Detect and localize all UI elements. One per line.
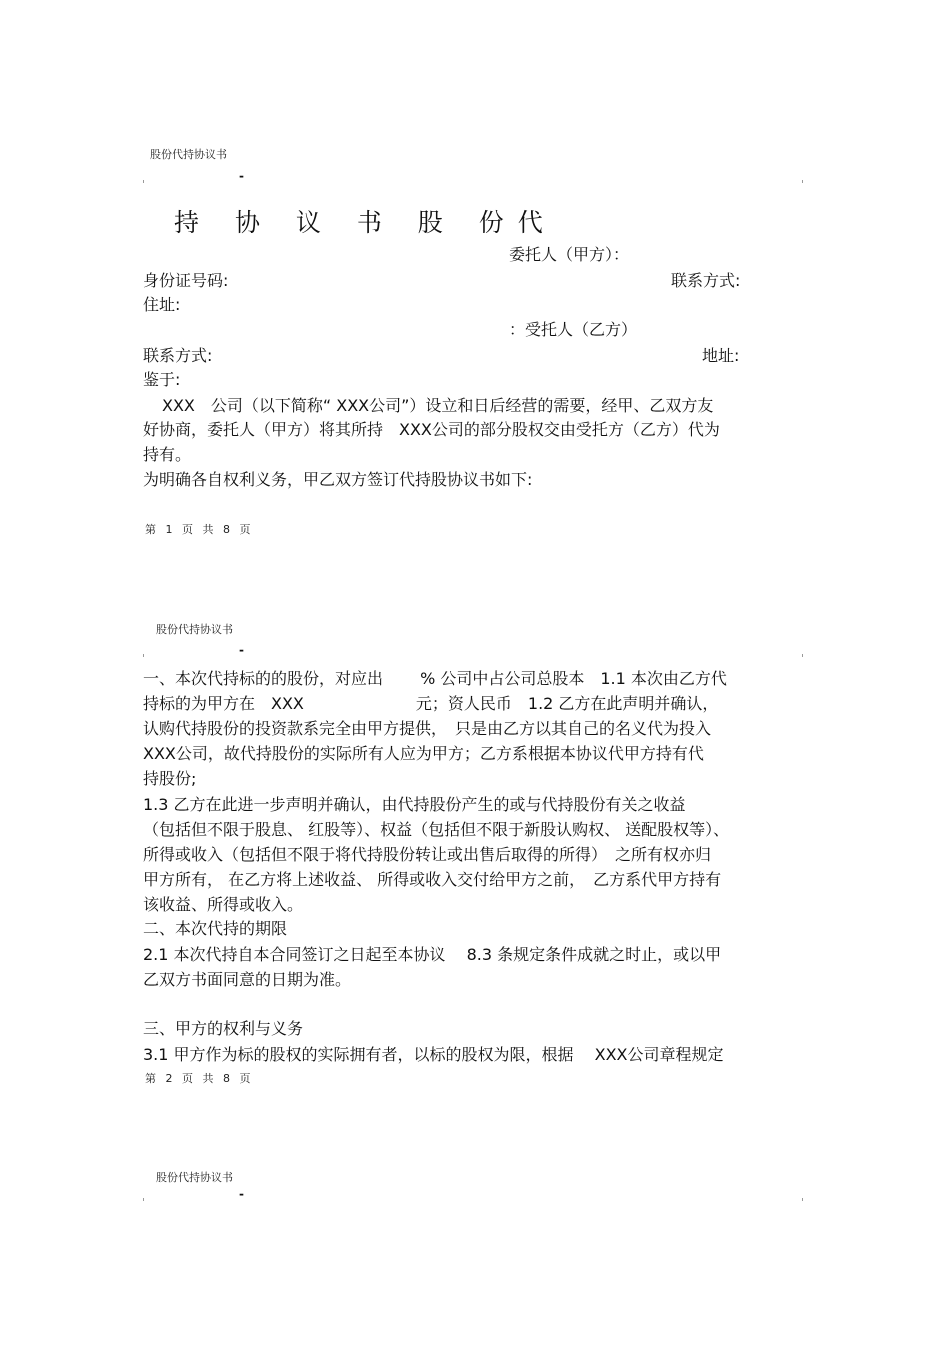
clause-line: 2.1 本次代持自本合同签订之日起至本协议 8.3 条规定条件成就之时止，或以甲: [143, 945, 722, 964]
clause-line: 1.3 乙方在此进一步声明并确认，由代持股份产生的或与代持股份有关之收益: [143, 795, 686, 814]
id-number-label: 身份证号码:: [143, 271, 229, 290]
separator-dot: -: [239, 1187, 244, 1201]
clause-line: 甲方所有， 在乙方将上述收益、 所得或收入交付给甲方之前， 乙方系代甲方持有: [143, 870, 722, 889]
contact-label: 联系方式:: [671, 271, 741, 290]
page-footer: 第 1 页 共 8 页: [145, 523, 254, 536]
paragraph-line: 为明确各自权利义务，甲乙双方签订代持股协议书如下:: [143, 470, 533, 489]
clause-line: 所得或收入（包括但不限于将代持股份转让或出售后取得的所得） 之所有权亦归: [143, 845, 712, 864]
clause-line: 认购代持股份的投资款系完全由甲方提供， 只是由乙方以其自己的名义代为投入: [143, 719, 712, 738]
margin-mark: [802, 1198, 803, 1201]
paragraph-line: XXX 公司（以下简称“ XXX公司”）设立和日后经营的需要，经甲、乙双方友: [162, 396, 714, 415]
clause-line: 乙双方书面同意的日期为准。: [143, 970, 352, 989]
page-header: 股份代持协议书: [150, 148, 227, 161]
margin-mark: [802, 654, 803, 657]
margin-mark: [143, 180, 144, 183]
contact-label: 联系方式:: [143, 346, 213, 365]
clause-line: 持标的为甲方在 XXX 元；资人民币 1.2 乙方在此声明并确认，: [143, 694, 719, 713]
paragraph-line: 持有。: [143, 445, 192, 464]
document-title: 持 协 议 书 股 份代: [174, 208, 557, 237]
margin-mark: [143, 1198, 144, 1201]
paragraph-line: 好协商，委托人（甲方）将其所持 XXX公司的部分股权交由受托方（乙方）代为: [143, 420, 720, 439]
clause-line: （包括但不限于股息、 红股等）、权益（包括但不限于新股认购权、 送配股权等）、: [143, 820, 730, 839]
clause-line: 持股份;: [143, 769, 197, 788]
clause-line: 一、本次代持标的的股份，对应出 % 公司中占公司总股本 1.1 本次由乙方代: [143, 669, 727, 688]
whereas-label: 鉴于:: [143, 370, 181, 389]
separator-dot: -: [239, 169, 244, 183]
page-footer: 第 2 页 共 8 页: [145, 1072, 254, 1085]
page-header: 股份代持协议书: [156, 623, 233, 636]
address-label: 住址:: [143, 295, 181, 314]
margin-mark: [143, 654, 144, 657]
page-header: 股份代持协议书: [156, 1171, 233, 1184]
clause-line: 该收益、所得或收入。: [143, 895, 304, 914]
margin-mark: [802, 180, 803, 183]
entrustor-label: 委托人（甲方）：: [509, 245, 630, 264]
section-heading: 二、本次代持的期限: [143, 919, 288, 938]
clause-line: 3.1 甲方作为标的股权的实际拥有者，以标的股权为限，根据 XXX公司章程规定: [143, 1045, 724, 1064]
address-label: 地址:: [702, 346, 740, 365]
section-heading: 三、甲方的权利与义务: [143, 1019, 304, 1038]
separator-dot: -: [239, 643, 244, 657]
clause-line: XXX公司，故代持股份的实际所有人应为甲方；乙方系根据本协议代甲方持有代: [143, 744, 704, 763]
trustee-label: ：受托人（乙方）: [509, 320, 638, 339]
